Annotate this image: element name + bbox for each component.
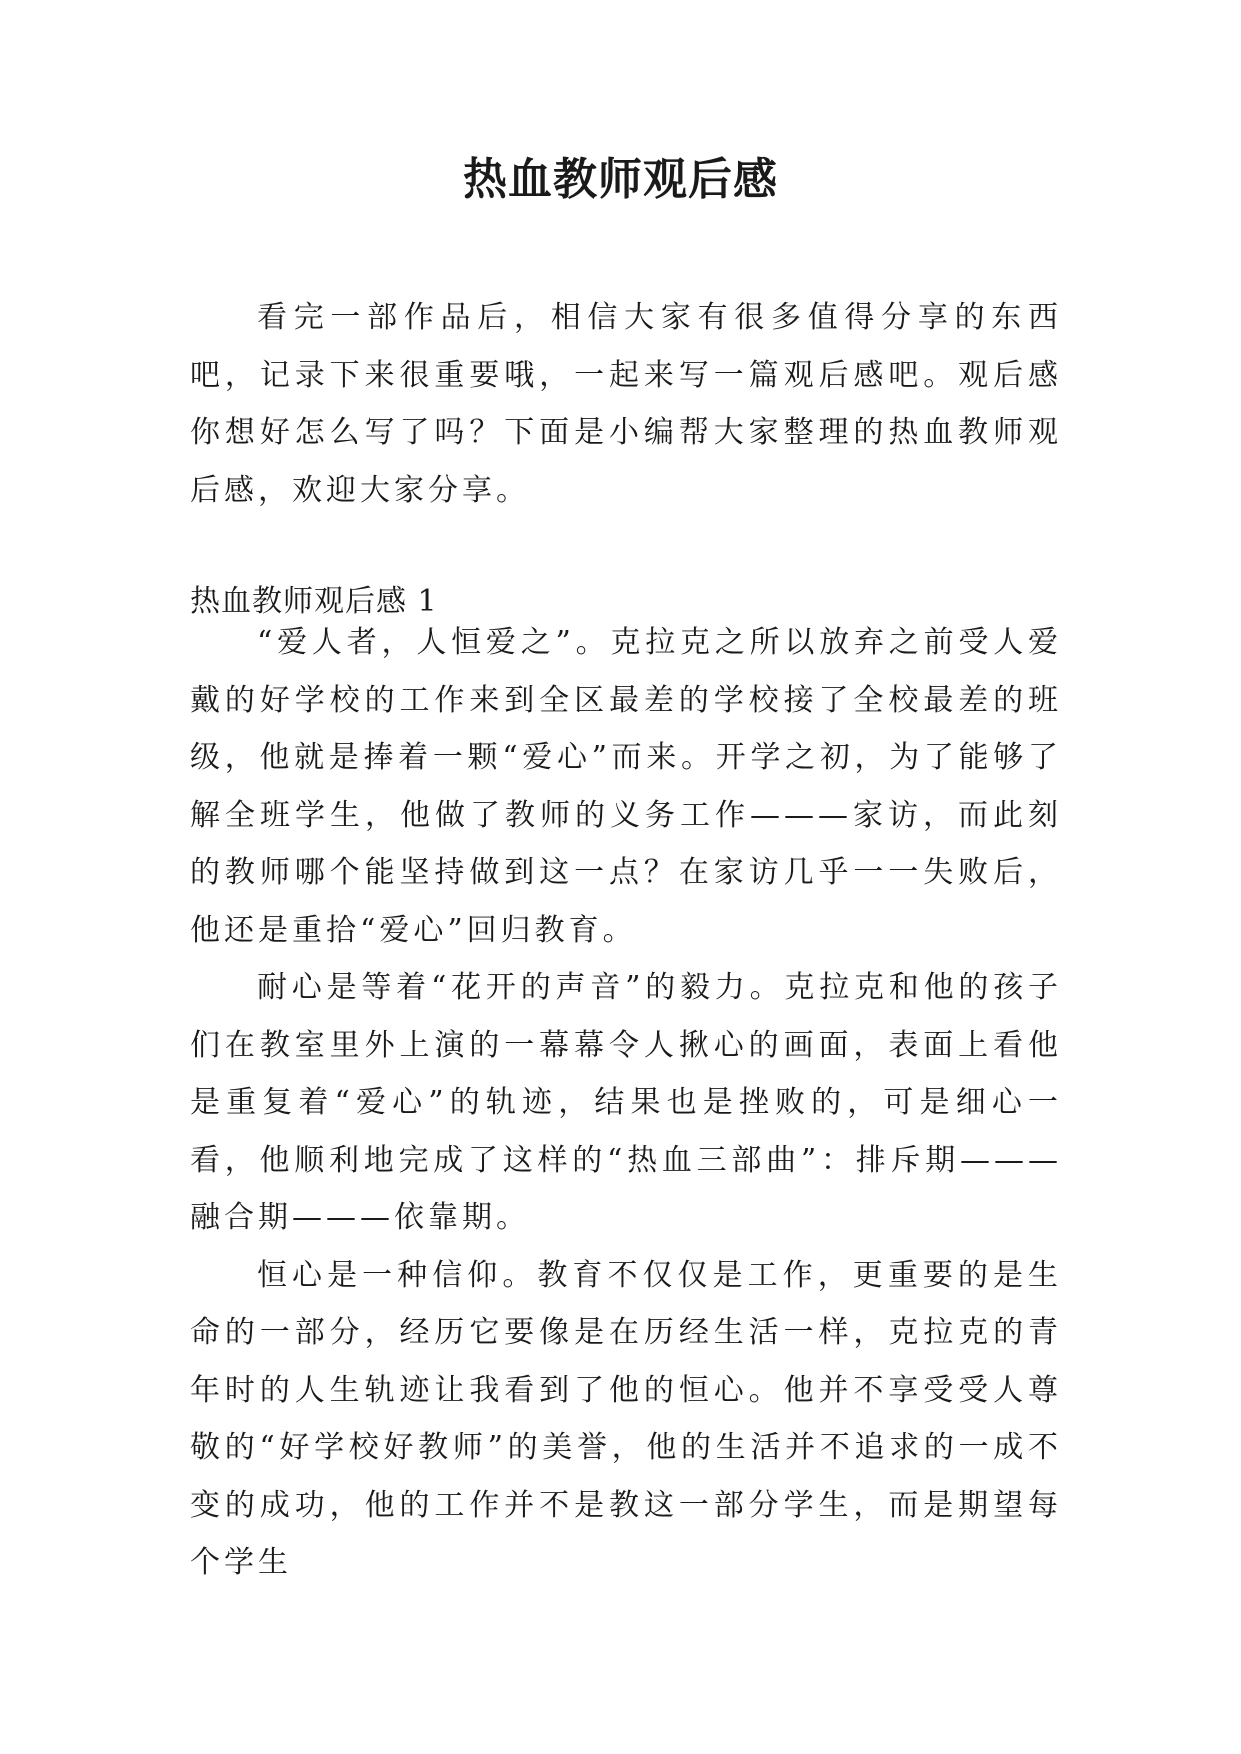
paragraph-patience: 耐心是等着“花开的声音”的毅力。克拉克和他的孩子们在教室里外上演的一幕幕令人揪心的画面，表面上看他是重复着“爱心”的轨迹，结果也是挫败的，可是细心一看，他顺利地完成了这样的“热血三部曲”：排斥期———融合期———依靠期。 bbox=[190, 970, 1062, 1235]
paragraph-perseverance: 恒心是一种信仰。教育不仅仅是工作，更重要的是生命的一部分，经历它要像是在历经生活一样，克拉克的青年时的人生轨迹让我看到了他的恒心。他并不享受受人尊敬的“好学校好教师”的美誉，他的生活并不追求的一成不变的成功，他的工作并不是教这一部分学生，而是期望每个学生 bbox=[190, 1257, 1062, 1580]
intro-block bbox=[190, 289, 1062, 519]
document-title: 热血教师观后感 bbox=[463, 154, 778, 205]
intro-paragraph: 看完一部作品后，相信大家有很多值得分享的东西吧，记录下来很重要哦，一起来写一篇观后感吧。观后感你想好怎么写了吗？下面是小编帮大家整理的热血教师观后感，欢迎大家分享。 bbox=[190, 300, 1062, 508]
article-body bbox=[190, 614, 1062, 1592]
section-title: 热血教师观后感 1 bbox=[190, 584, 438, 619]
paragraph-love: “爱人者，人恒爱之”。克拉克之所以放弃之前受人爱戴的好学校的工作来到全区最差的学校接了全校最差的班级，他就是捧着一颗“爱心”而来。开学之初，为了能够了解全班学生，他做了教师的义务工作———家访，而此刻的教师哪个能坚持做到这一点？在家访几乎一一失败后，他还是重拾“爱心”回归教育。 bbox=[190, 625, 1062, 948]
